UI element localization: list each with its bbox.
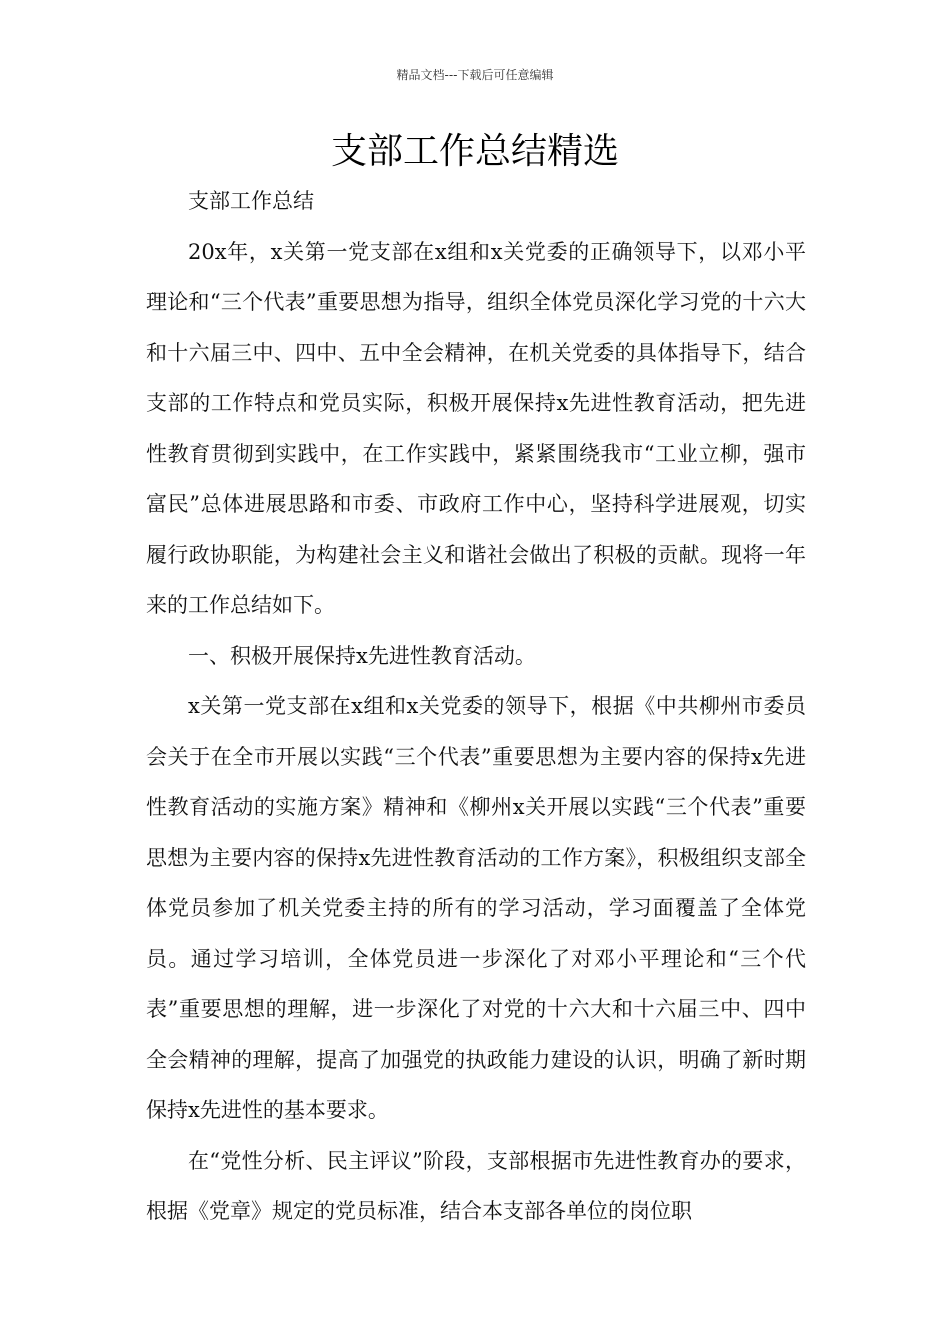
document-body — [146, 176, 806, 1237]
body-paragraph: x关第一党支部在x组和x关党委的领导下，根据《中共柳州市委员会关于在全市开展以实践“三个代表”重要思想为主要内容的保持x先进性教育活动的实施方案》精神和《柳州x关开展以实践“三个代表”重要思想为主要内容的保持x先进性教育活动的工作方案》，积极组织支部全体党员参加了机关党委主持的所有的学习活动，学习面覆盖了全体党员。通过学习培训，全体党员进一步深化了对邓小平理论和“三个代表”重要思想的理解，进一步深化了对党的十六大和十六届三中、四中全会精神的理解，提高了加强党的执政能力建设的认识，明确了新时期保持x先进性的基本要求。 — [146, 694, 806, 1122]
header-note: 精品文档---下载后可任意编辑 — [396, 68, 554, 82]
body-paragraph: 在“党性分析、民主评议”阶段，支部根据市先进性教育办的要求，根据《党章》规定的党员标准，结合本支部各单位的岗位职 — [146, 1148, 806, 1223]
body-paragraph: 20x年，x关第一党支部在x组和x关党委的正确领导下，以邓小平理论和“三个代表”重要思想为指导，组织全体党员深化学习党的十六大和十六届三中、四中、五中全会精神，在机关党委的具体指导下，结合支部的工作特点和党员实际，积极开展保持x先进性教育活动，把先进性教育贯彻到实践中，在工作实践中，紧紧围绕我市“工业立柳，强市富民”总体进展思路和市委、市政府工作中心，坚持科学进展观，切实履行政协职能，为构建社会主义和谐社会做出了积极的贡献。现将一年来的工作总结如下。 — [146, 239, 806, 617]
document-title: 支部工作总结精选 — [330, 131, 619, 172]
section-heading: 支部工作总结 — [188, 189, 314, 213]
section-heading: 一、积极开展保持x先进性教育活动。 — [188, 643, 536, 668]
